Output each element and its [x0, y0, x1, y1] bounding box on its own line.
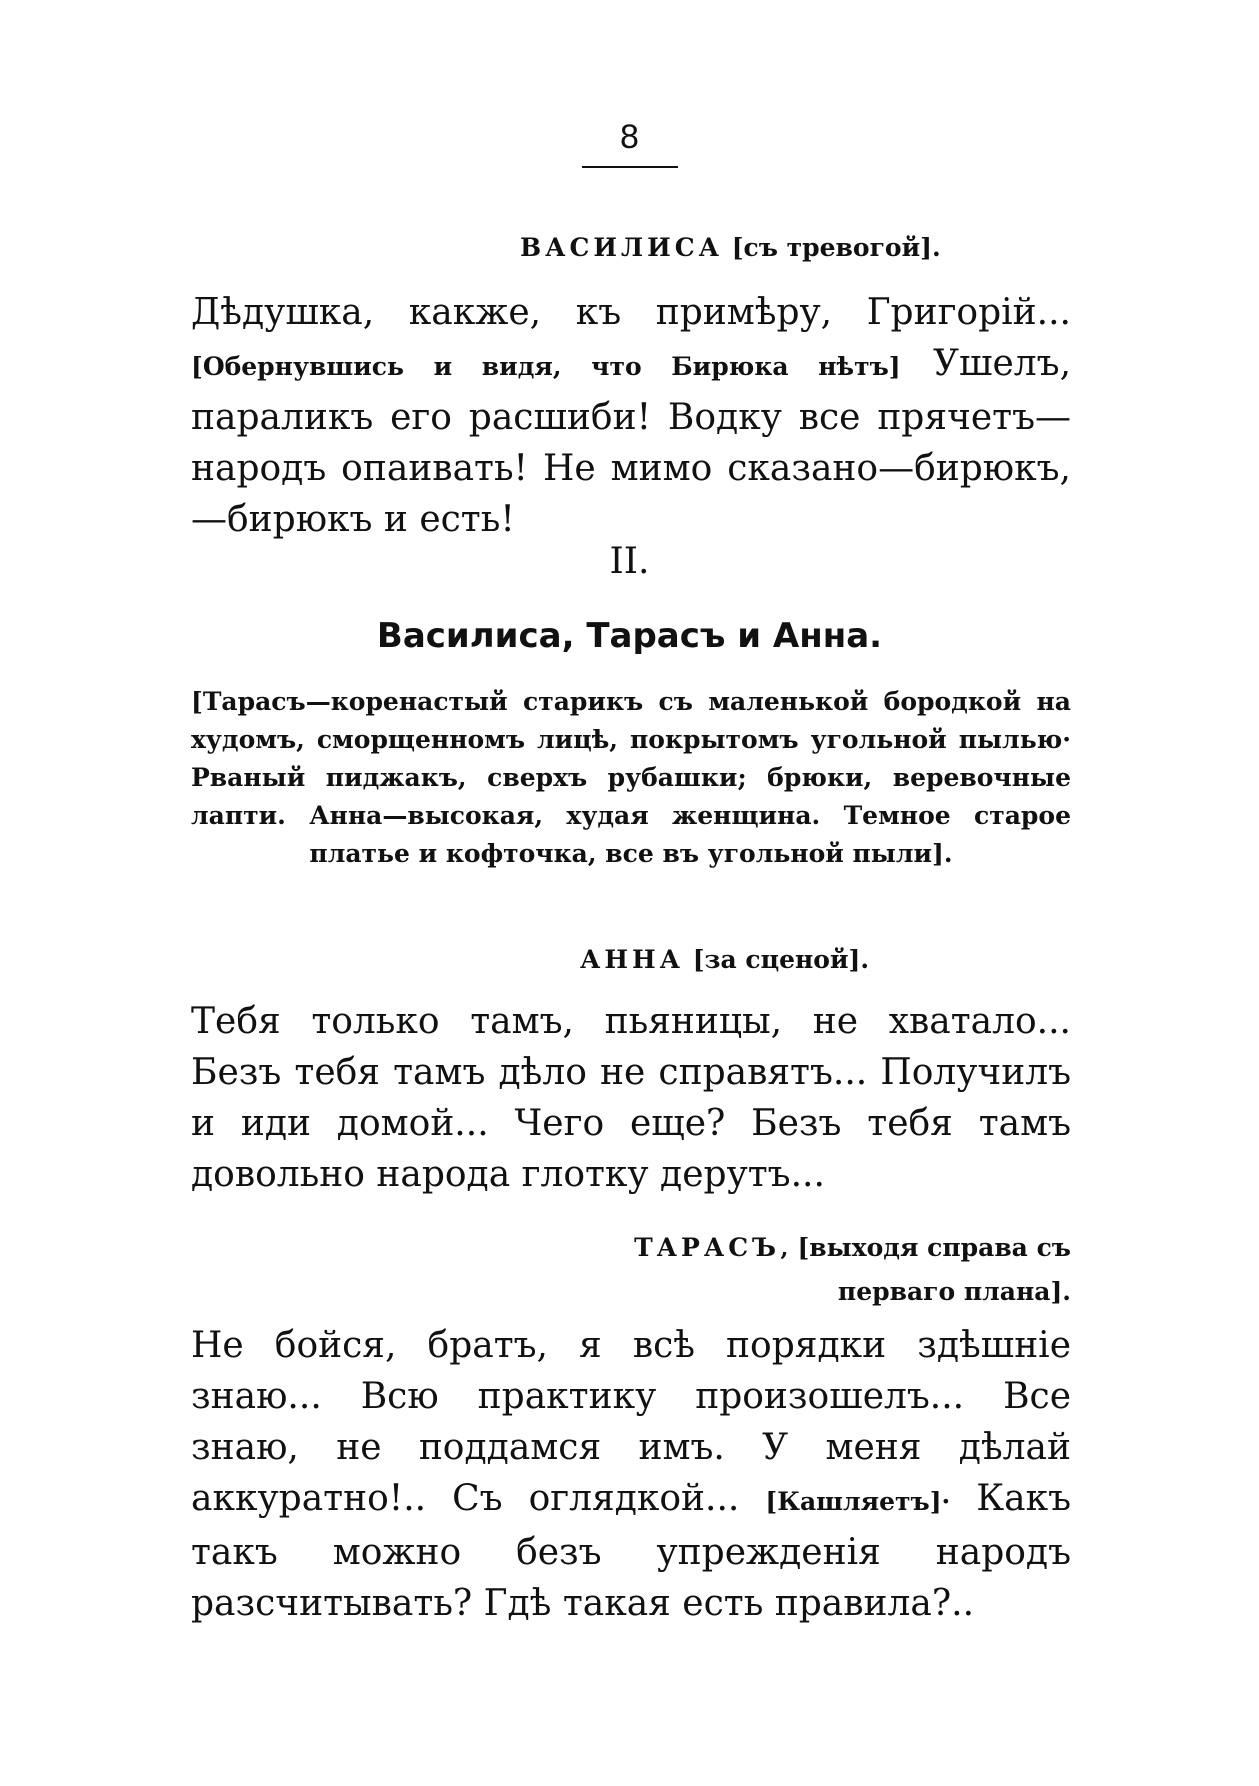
speaker-name: ТАРАСЪ — [634, 1233, 780, 1262]
speaker-heading-anna — [580, 945, 869, 975]
speech-text: Тебя только тамъ, пьяницы, не хватало... Безъ тебя тамъ дѣло не справятъ... Получилъ и иди домой... Чего еще? Безъ тебя тамъ довольно народа глотку дерутъ... — [191, 1001, 1071, 1195]
speech-text: Дѣдушка, какже, къ примѣру, Григорій... — [191, 292, 1071, 333]
scene-stage-direction: [Тарасъ—коренастый старикъ съ маленькой бородкой на худомъ, сморщенномъ лицѣ, покрытомъ угольной пылью· Рваный пиджакъ, сверхъ рубашки; брюки, веревочные лапти. Анна—высокая, худая женщина. Темное старое платье и кофточка, все въ угольной пыли]. — [191, 687, 1071, 868]
inline-stage-direction: [Кашляетъ]· — [765, 1487, 951, 1516]
page-number: 8 — [620, 118, 639, 156]
speaker-direction: [съ тревогой]. — [731, 233, 941, 262]
page-number-rule — [582, 166, 678, 168]
speaker-name: АННА — [580, 945, 684, 974]
speech-text: Ушелъ, параликъ его расшиби! Водку все прячетъ—народъ опаивать! Не мимо сказано—бирюкъ,—бирюкъ и есть! — [191, 343, 1072, 540]
speech-text: Какъ такъ можно безъ упрежденія народъ разсчитывать? Гдѣ такая есть правила?.. — [191, 1478, 1072, 1624]
speaker-name: ВАСИЛИСА — [520, 233, 723, 262]
scene-number: II. — [609, 541, 650, 582]
speech-taras — [191, 1320, 1071, 1629]
speech-anna — [191, 996, 1071, 1200]
inline-stage-direction: [Обернувшись и видя, что Бирюка нѣтъ] — [191, 352, 901, 381]
speaker-direction: [выходя справа съ перваго плана]. — [797, 1233, 1071, 1306]
speaker-punct: ‚ — [780, 1233, 789, 1262]
speech-text: Не бойся, братъ, я всѣ порядки здѣшніе знаю... Всю практику произошелъ... Все знаю, не поддамся имъ. У меня дѣлай аккуратно!.. Съ оглядкой... — [191, 1325, 1071, 1519]
scene-title: Василиса, Тарасъ и Анна. — [376, 616, 883, 656]
speaker-direction: [за сценой]. — [692, 945, 870, 974]
speaker-heading-vasilisa — [520, 233, 941, 263]
speech-vasilisa — [191, 287, 1071, 545]
speaker-heading-taras — [568, 1226, 1071, 1314]
